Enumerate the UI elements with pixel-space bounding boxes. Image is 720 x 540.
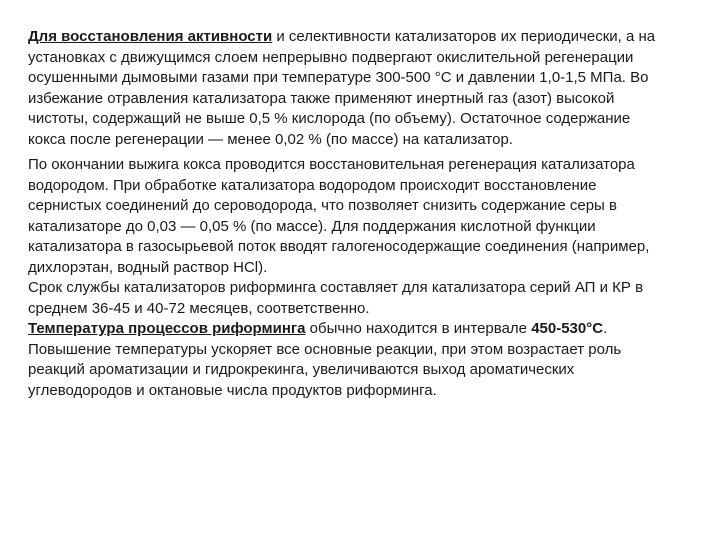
text-fragment: обычно находится в интервале	[305, 320, 532, 337]
temperature-range-value: 450-530°С	[531, 320, 604, 337]
text-line: кокса после регенерации — менее 0,02 % (по массе) на катализатор.	[28, 130, 513, 148]
text-line: катализаторе до 0,03 — 0,05 % (по массе). Для поддержания кислотной функции	[28, 217, 596, 235]
text-line: катализатора в газосырьевой поток вводят галогеносодержащие соединения (например,	[28, 238, 650, 255]
text-fragment: и селективности катализаторов их периодически, а на	[272, 28, 656, 45]
heading-term-temperature: Температура процессов риформинга	[28, 320, 306, 337]
text-line: чистоты, содержащий не выше 0,5 % кислорода (по объему). Остаточное содержание	[28, 110, 631, 127]
text-line: реакций ароматизации и гидрокрекинга, увеличиваются выход ароматических	[28, 361, 575, 378]
text-line: установках с движущимся слоем непрерывно подвергают окислительной регенерации	[28, 48, 634, 66]
text-line: сернистых соединений до сероводорода, что позволяет снизить содержание серы в	[28, 197, 617, 214]
text-fragment: .	[603, 320, 608, 337]
text-line: По окончании выжига кокса проводится восстановительная регенерация катализатора	[28, 156, 635, 173]
paragraph-reduction	[28, 155, 700, 319]
text-line: водородом. При обработке катализатора водородом происходит восстановление	[28, 176, 597, 194]
text-line: дихлорэтан, водный раствор НСl).	[28, 258, 268, 276]
text-line	[28, 319, 700, 340]
text-line: среднем 36-45 и 40-72 месяцев, соответственно.	[28, 299, 370, 317]
text-line: Повышение температуры ускоряет все основные реакции, при этом возрастает роль	[28, 340, 622, 358]
heading-term-activity-restoration: Для восстановления активности	[28, 28, 273, 45]
text-line: избежание отравления катализатора также применяют инертный газ (азот) высокой	[28, 89, 615, 107]
text-line: Срок службы катализаторов риформинга составляет для катализатора серий АП и КР в	[28, 279, 644, 296]
text-line	[28, 27, 700, 48]
paragraph-regeneration	[28, 27, 700, 150]
paragraph-temperature	[28, 319, 700, 401]
text-line: осушенными дымовыми газами при температуре 300-500 °С и давлении 1,0-1,5 МПа. Во	[28, 69, 649, 86]
text-line: углеводородов и октановые числа продуктов риформинга.	[28, 381, 437, 399]
